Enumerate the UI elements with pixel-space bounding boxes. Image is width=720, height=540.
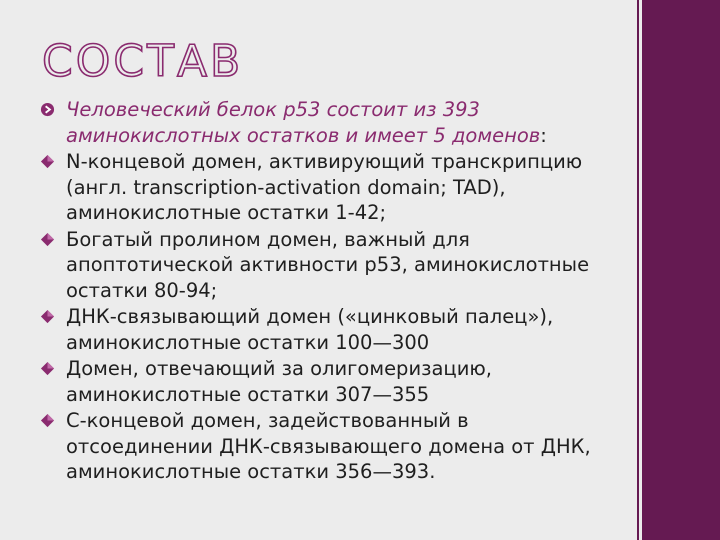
circle-arrow-bullet-icon: [40, 102, 55, 117]
list-item: [40, 97, 600, 148]
list-item: [40, 149, 600, 226]
slide-title-text: СОСТАВ: [42, 36, 244, 84]
list-item-suffix: :: [540, 123, 547, 147]
diamond-bullet-icon: [40, 361, 55, 376]
list-item: [40, 227, 600, 304]
diamond-bullet-icon: [40, 309, 55, 324]
list-item: [40, 356, 600, 407]
list-item-text: N-концевой домен, активирующий транскрипцию (англ. transcription-activation domain; TAD), аминокислотные остатки 1-42;: [66, 150, 583, 224]
list-item-text: Домен, отвечающий за олигомеризацию, аминокислотные остатки 307—355: [66, 357, 492, 406]
accent-line: [637, 0, 639, 540]
diamond-bullet-icon: [40, 413, 55, 428]
diamond-bullet-icon: [40, 154, 55, 169]
list-item-text: C-концевой домен, задействованный в отсоединении ДНК-связывающего домена от ДНК, аминокислотные остатки 356—393.: [66, 409, 591, 483]
slide-title: [40, 34, 260, 84]
diamond-bullet-icon: [40, 232, 55, 247]
side-panel: [642, 0, 720, 540]
list-item-text: Человеческий белок p53 состоит из 393 аминокислотных остатков и имеет 5 доменов: [66, 98, 541, 147]
list-item: [40, 304, 600, 355]
list-item: [40, 408, 600, 485]
bullet-list: [40, 97, 600, 486]
list-item-text: ДНК-связывающий домен («цинковый палец»), аминокислотные остатки 100—300: [66, 305, 554, 354]
list-item-text: Богатый пролином домен, важный для апоптотической активности p53, аминокислотные остатки 80-94;: [66, 227, 590, 302]
